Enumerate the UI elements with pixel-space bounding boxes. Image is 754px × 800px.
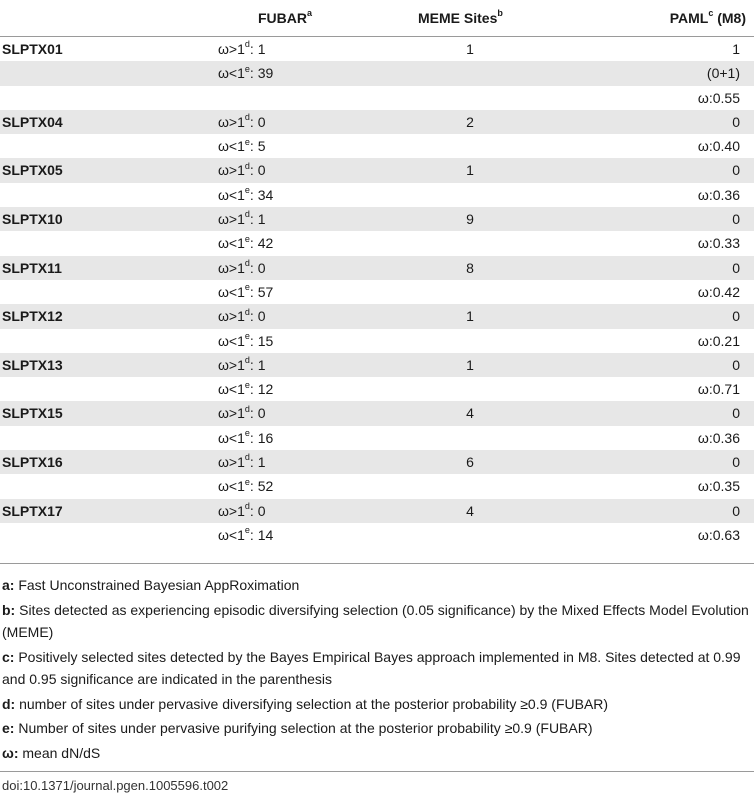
fubar-value: : 0	[249, 259, 266, 276]
fubar-value: : 39	[249, 65, 274, 82]
paml-cell: 0	[732, 308, 740, 325]
footnote-marker: d	[244, 452, 250, 463]
fubar-cell	[218, 308, 266, 324]
omega-label: ω<1	[218, 186, 245, 203]
fubar-cell	[218, 187, 273, 203]
omega-label: ω<1	[218, 381, 245, 398]
paml-cell: 0	[732, 405, 740, 422]
table-row	[0, 523, 754, 547]
table-row	[0, 207, 754, 231]
fubar-cell	[218, 381, 273, 397]
fubar-value: : 1	[249, 41, 266, 57]
footnote-marker: e	[244, 185, 250, 196]
fubar-cell	[218, 41, 266, 57]
paml-cell: 0	[732, 162, 740, 179]
omega-label: ω<1	[218, 138, 245, 155]
omega-label: ω<1	[218, 478, 245, 495]
paml-cell: ω:0.40	[697, 138, 740, 155]
footnote-b: b: Sites detected as experiencing episodic diversifying selection (0.05 significance) by the Mixed Effects Model Evolution (MEME)	[2, 601, 749, 640]
fubar-cell	[218, 430, 273, 446]
paml-cell: 0	[732, 113, 740, 130]
paml-cell: (0+1)	[706, 65, 740, 82]
fubar-value: : 5	[249, 138, 266, 155]
omega-label: ω<1	[218, 235, 245, 252]
omega-label: ω>1	[218, 454, 245, 471]
paml-cell: ω:0.42	[697, 283, 740, 300]
paml-cell: ω:0.21	[697, 332, 740, 349]
footnote-e: e: Number of sites under pervasive purifying selection at the posterior probability ≥0.9 (FUBAR)	[2, 720, 593, 736]
gene-cell: SLPTX10	[2, 211, 63, 228]
table-row	[0, 231, 754, 255]
omega-label: ω>1	[218, 162, 245, 179]
meme-cell: 1	[466, 41, 474, 57]
table-row	[0, 353, 754, 377]
footnote-marker: e	[244, 63, 250, 74]
omega-label: ω>1	[218, 356, 245, 373]
fubar-value: : 0	[249, 405, 266, 422]
fubar-cell	[218, 527, 273, 543]
table-row	[0, 134, 754, 158]
fubar-cell	[218, 162, 266, 178]
footnote-marker: e	[244, 525, 250, 536]
footnote-marker: d	[244, 258, 250, 269]
footnote-marker: e	[244, 233, 250, 244]
paml-cell: ω:0.33	[697, 235, 740, 252]
fubar-value: : 14	[249, 526, 274, 543]
footnote-d: d: number of sites under pervasive diversifying selection at the posterior probability ≥0.9 (FUBAR)	[2, 695, 609, 712]
paml-cell: 0	[732, 454, 740, 471]
fubar-cell	[218, 478, 273, 494]
fubar-value: : 52	[249, 478, 274, 495]
fubar-value: : 1	[249, 356, 266, 373]
footnote-marker: e	[244, 476, 250, 487]
table-body	[0, 37, 754, 547]
fubar-cell	[218, 330, 274, 349]
gene-cell: SLPTX13	[2, 356, 63, 373]
omega-label: ω>1	[218, 308, 245, 325]
paml-cell: 0	[732, 502, 740, 519]
table-row	[0, 61, 754, 85]
table-row	[0, 158, 754, 182]
gene-cell: SLPTX01	[2, 41, 63, 57]
table-row	[0, 280, 754, 304]
omega-label: ω>1	[218, 502, 245, 519]
fubar-value: : 15	[249, 332, 274, 349]
gene-cell: SLPTX17	[2, 502, 63, 519]
fubar-cell	[218, 138, 266, 154]
header-meme: MEME Sites$^b$	[418, 8, 503, 26]
meme-cell: 4	[466, 502, 474, 519]
meme-cell: 1	[466, 356, 474, 373]
footnote-marker: d	[244, 306, 250, 317]
omega-label: ω<1	[218, 283, 245, 300]
paml-cell: ω:0.71	[697, 381, 740, 398]
paml-cell: ω:0.63	[697, 526, 740, 543]
fubar-cell	[218, 454, 266, 470]
footnote-a: a: Fast Unconstrained Bayesian AppRoximation	[2, 577, 300, 593]
table-row	[0, 37, 754, 61]
fubar-cell	[218, 235, 273, 251]
paml-cell: ω:0.35	[697, 478, 740, 495]
table-row	[0, 256, 754, 280]
omega-label: ω>1	[218, 259, 245, 276]
fubar-value: : 42	[249, 235, 274, 252]
footnote-marker: d	[244, 355, 250, 366]
footnote-marker: d	[244, 39, 250, 50]
paml-cell: 0	[732, 356, 740, 373]
footnote-marker: e	[244, 136, 250, 147]
paml-cell: 0	[732, 259, 740, 276]
paml-cell: 0	[732, 211, 740, 228]
paml-cell: ω:0.36	[697, 429, 740, 446]
meme-cell: 6	[466, 454, 474, 471]
omega-label: ω>1	[218, 211, 245, 228]
footnote-marker: d	[244, 112, 250, 123]
meme-cell: 8	[466, 259, 474, 276]
omega-label: ω>1	[218, 405, 245, 422]
footnote-omega: ω: mean dN/dS	[2, 744, 101, 761]
meme-cell: 2	[466, 113, 474, 130]
doi-rule	[0, 771, 754, 772]
table-row	[0, 401, 754, 425]
table-row	[0, 86, 754, 110]
omega-label: ω<1	[218, 332, 245, 349]
footnote-c: c: Positively selected sites detected by the Bayes Empirical Bayes approach implemented in M8. Sites detected at 0.99 and 0.95 significance are indicated in the parenthesis	[2, 648, 741, 687]
omega-label: ω<1	[218, 526, 245, 543]
paml-cell: ω:0.55	[697, 89, 740, 106]
omega-label: ω<1	[218, 429, 245, 446]
omega-label: ω>1	[218, 113, 245, 130]
footnote-marker: e	[244, 428, 250, 439]
fubar-cell	[218, 357, 266, 373]
table-bottom-rule	[0, 563, 754, 564]
fubar-cell	[218, 65, 273, 81]
gene-cell: SLPTX05	[2, 162, 63, 179]
footnote-marker: e	[244, 330, 250, 341]
fubar-value: : 16	[249, 429, 274, 446]
table-row	[0, 329, 754, 353]
omega-label: ω>1	[218, 41, 245, 57]
footnote-marker: e	[244, 379, 250, 390]
meme-cell: 9	[466, 211, 474, 228]
fubar-cell	[218, 284, 273, 300]
fubar-value: : 57	[249, 283, 274, 300]
paml-cell: 1	[732, 41, 740, 57]
footnote-marker: d	[244, 160, 250, 171]
header-paml: PAML$^c$ (M8)	[669, 8, 746, 26]
fubar-value: : 12	[249, 381, 274, 398]
table-row	[0, 377, 754, 401]
gene-cell: SLPTX04	[2, 113, 63, 130]
footnote-marker: d	[244, 209, 250, 220]
fubar-cell	[218, 114, 266, 130]
table-row	[0, 110, 754, 134]
footnote-marker: d	[244, 500, 250, 511]
gene-cell: SLPTX11	[2, 259, 62, 276]
table-row	[0, 183, 754, 207]
table-row	[0, 426, 754, 450]
footnote-marker: e	[244, 282, 250, 293]
fubar-cell	[218, 500, 266, 519]
fubar-cell	[218, 405, 266, 421]
footnote-marker: d	[244, 403, 250, 414]
header-fubar: FUBAR$^a$	[258, 8, 313, 26]
gene-cell: SLPTX15	[2, 405, 63, 422]
doi-link[interactable]: doi:10.1371/journal.pgen.1005596.t002	[2, 778, 229, 793]
footnotes	[2, 574, 750, 766]
paml-cell: ω:0.36	[697, 186, 740, 203]
fubar-cell	[218, 211, 266, 227]
table-row	[0, 304, 754, 328]
fubar-value: : 1	[249, 211, 266, 228]
gene-cell: SLPTX12	[2, 308, 63, 325]
meme-cell: 1	[466, 162, 474, 179]
gene-cell: SLPTX16	[2, 454, 63, 471]
fubar-value: : 0	[249, 502, 266, 519]
meme-cell: 1	[466, 308, 474, 325]
fubar-cell	[218, 260, 266, 276]
fubar-value: : 0	[249, 162, 266, 179]
table-row	[0, 474, 754, 498]
fubar-value: : 34	[249, 186, 274, 203]
fubar-value: : 0	[249, 308, 266, 325]
fubar-value: : 1	[249, 454, 266, 471]
table-header	[0, 0, 754, 37]
table-row	[0, 450, 754, 474]
table-row	[0, 499, 754, 523]
meme-cell: 4	[466, 405, 474, 422]
fubar-value: : 0	[249, 113, 266, 130]
omega-label: ω<1	[218, 65, 245, 82]
